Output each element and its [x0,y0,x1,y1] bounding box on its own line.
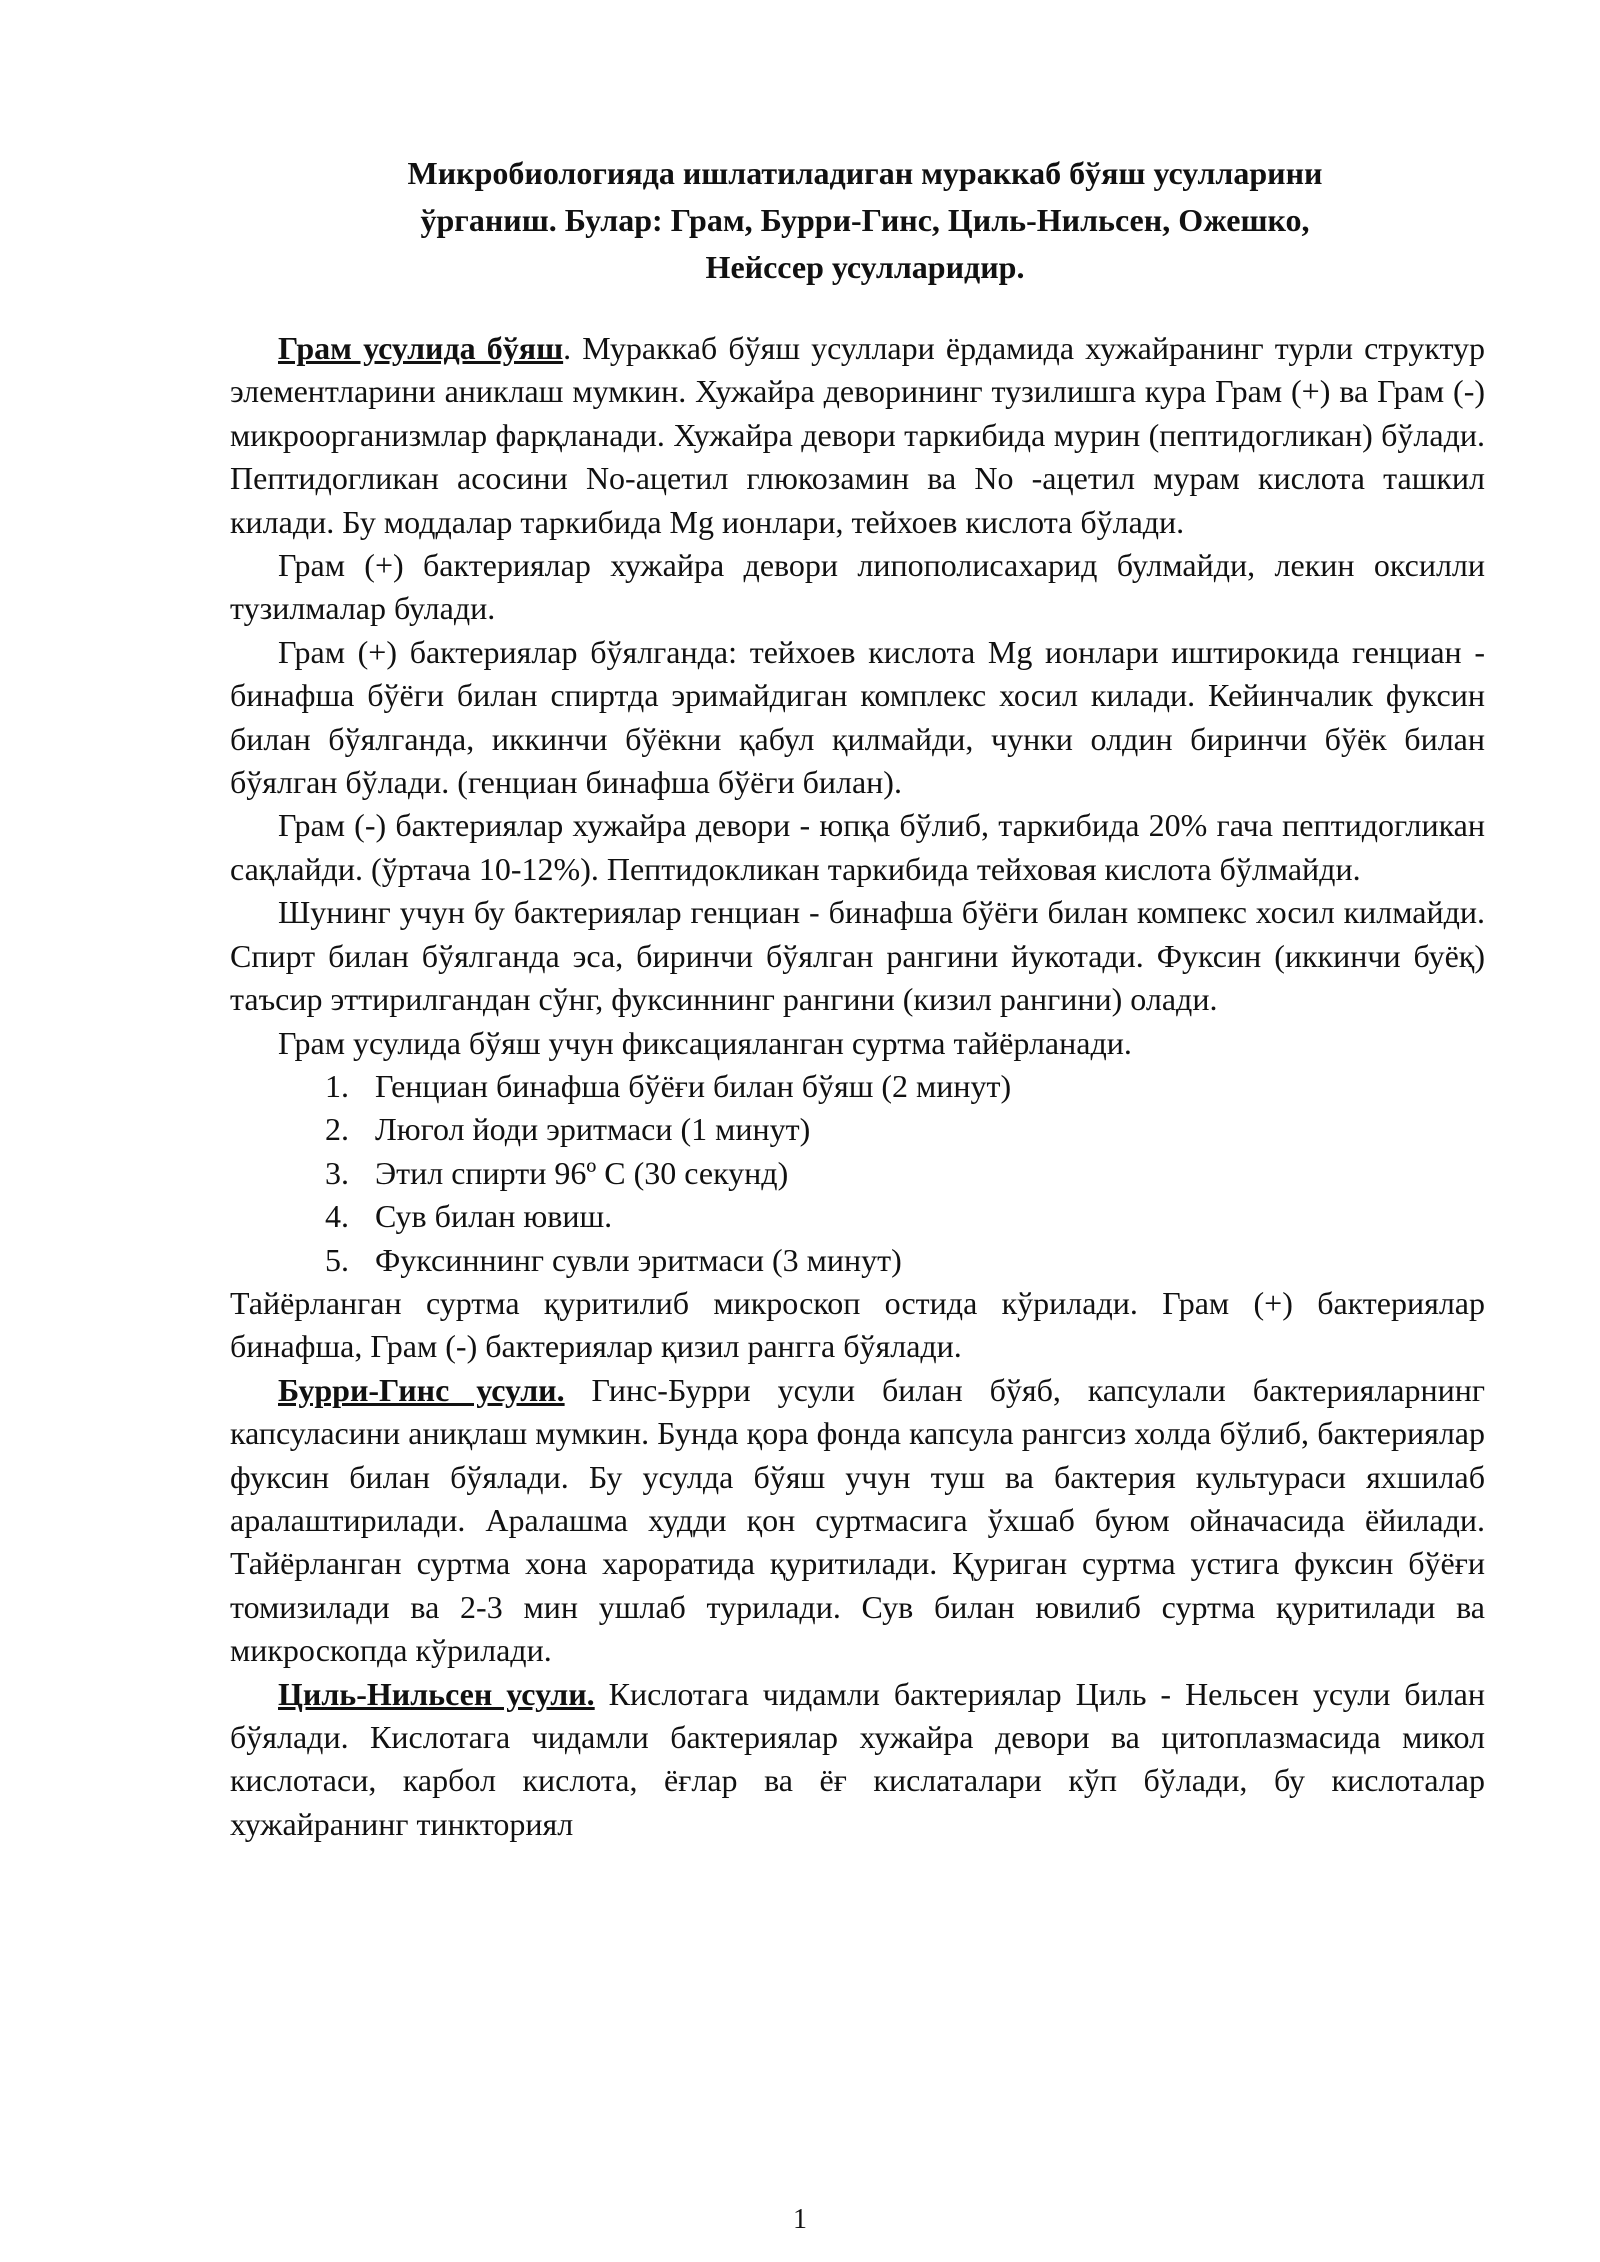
list-item [230,1152,1485,1195]
list-item-text: Сув билан ювиш. [375,1198,613,1235]
paragraph-text: Кислотага чидамли бактериялар Циль - Нельсен усули билан бўялади. Кислотага чидамли бактериялар хужайра девори ва цитоплазмасида микол кислотаси, карбол кислота, ёғлар ва ёғ кислаталари кўп бўлади, бу кислоталар хужайранинг тинкториял [230,1675,1486,1842]
list-item-text: Люгол йоди эритмаси (1 минут) [375,1111,811,1148]
list-item [230,1239,1485,1282]
document-body [230,327,1485,1846]
page-number: 1 [793,2204,807,2235]
paragraph-smear-preparation: Грам усулида бўяш учун фиксацияланган суртма тайёрланади. [278,1024,1132,1061]
list-item-number: 4. [325,1198,349,1235]
section-heading-gram: Грам усулида бўяш [278,330,564,366]
list-item [230,1108,1485,1151]
title-line-2: ўрганиш. Булар: Грам, Бурри-Гинс, Циль-Нильсен, Ожешко, [420,202,1310,238]
list-item-number: 2. [325,1111,349,1148]
paragraph-gram-method [230,327,1485,544]
list-item-number: 3. [325,1154,349,1191]
staining-steps-list [230,1065,1485,1282]
title-line-1: Микробиологияда ишлатиладиган мураккаб бўяш усулларини [407,155,1323,191]
list-item-text: Фуксиннинг сувли эритмаси (3 минут) [375,1241,902,1278]
list-item-number: 5. [325,1241,349,1278]
list-item-text: Генциан бинафша бўёғи билан бўяш (2 минут) [375,1067,1012,1104]
list-item [230,1195,1485,1238]
paragraph-gram-negative-staining: Шунинг учун бу бактериялар генциан - бинафша бўёги билан компекс хосил килмайди. Спирт билан бўялганда эса, биринчи бўялган рангини йукотади. Фуксин (иккинчи буёқ) таъсир эттирилгандан сўнг, фуксиннинг рангини (кизил рангини) олади. [230,894,1485,1018]
paragraph-ziehl-neelsen-method [230,1673,1485,1847]
section-heading-ziehl-neelsen: Циль-Нильсен усули. [278,1675,595,1712]
paragraph-text: . Мураккаб бўяш усуллари ёрдамида хужайранинг турли структур элементларини аниклаш мумкин. Хужайра деворининг тузилишга кура Грам (+) ва Грам (-) микроорганизмлар фарқланади. Хужайра девори таркибида мурин (пептидогликан) бўлади. Пептидогликан асосини Nо-ацетил глюкозамин ва Nо -ацетил мурам кислота ташкил килади. Бу моддалар таркибида Mg ионлари, тейхоев кислота бўлади. [230,330,1486,540]
paragraph-gram-result: Тайёрланган суртма қуритилиб микроскоп остида кўрилади. Грам (+) бактериялар бинафша, Грам (-) бактериялар қизил рангга бўялади. [230,1284,1485,1365]
paragraph-text: Гинс-Бурри усули билан бўяб, капсулали бактерияларнинг капсуласини аниқлаш мумкин. Бунда қора фонда капсула рангсиз холда бўлиб, бактериялар фуксин билан бўялади. Бу усулда бўяш учун туш ва бактерия культураси яхшилаб аралаштирилади. Аралашма худди қон суртмасига ўхшаб буюм ойначасида ёйилади. Тайёрланган суртма хона хароратида қуритилади. Қуриган суртма устига фуксин бўёғи томизилади ва 2-3 мин ушлаб турилади. Сув билан ювилиб суртма қуритилади ва микроскопда кўрилади. [230,1371,1486,1669]
list-item [230,1065,1485,1108]
list-item-number: 1. [325,1067,349,1104]
title-line-3: Нейссер усулларидир. [705,249,1025,285]
paragraph-gram-positive-wall: Грам (+) бактериялар хужайра девори липополисахарид булмайди, лекин оксилли тузилмалар булади. [230,547,1485,627]
paragraph-burri-gins-method [230,1369,1485,1673]
list-item-text: Этил спирти 96º С (30 секунд) [375,1154,789,1191]
document-title [290,150,1440,291]
paragraph-gram-positive-staining: Грам (+) бактериялар бўялганда: тейхоев кислота Mg ионлари иштирокида генциан - бинафша бўёги билан спиртда эримайдиган комплекс хосил килади. Кейинчалик фуксин билан бўялганда, иккинчи бўёкни қабул қилмайди, чунки олдин биринчи бўёк билан бўялган бўлади. (генциан бинафша бўёги билан). [230,633,1485,801]
section-heading-burri-gins: Бурри-Гинс усули. [278,1371,565,1408]
paragraph-gram-negative-wall: Грам (-) бактериялар хужайра девори - юпқа бўлиб, таркибида 20% гача пептидогликан сақлайди. (ўртача 10-12%). Пептидокликан таркибида тейховая кислота бўлмайди. [230,807,1485,887]
